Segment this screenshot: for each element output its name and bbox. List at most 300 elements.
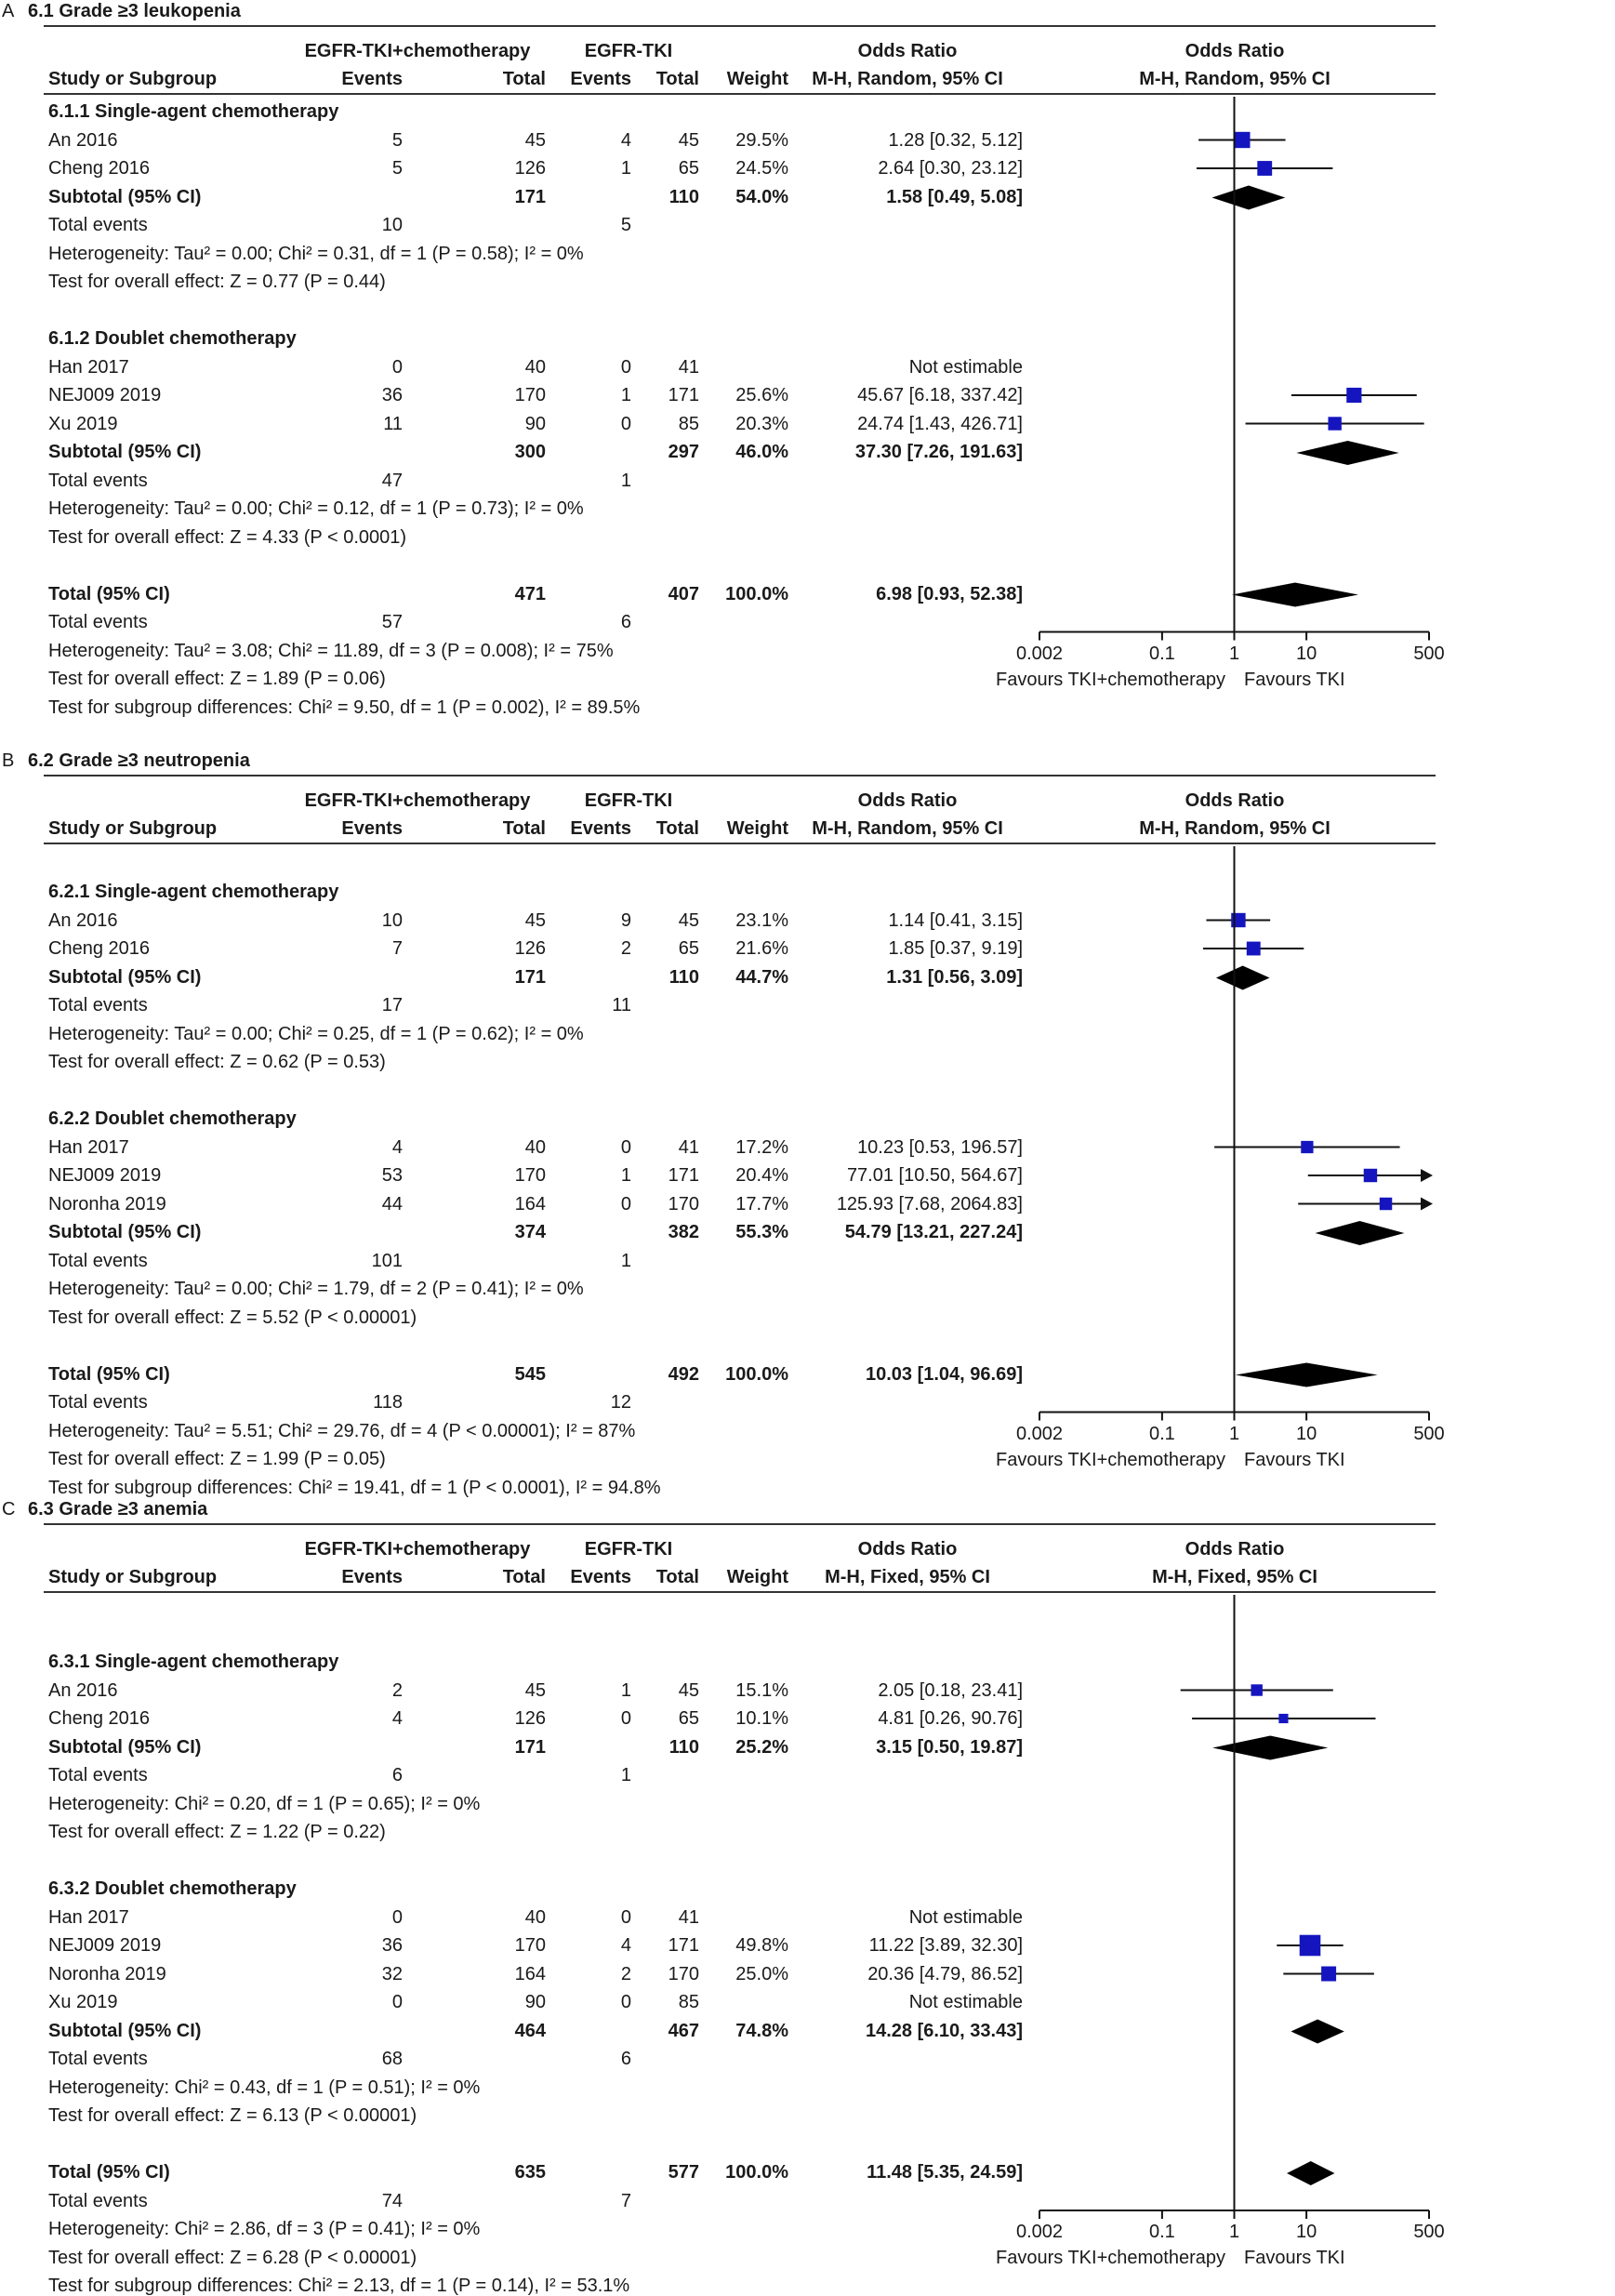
heterogeneity-stat: Heterogeneity: Tau² = 0.00; Chi² = 0.12, df = 1 (P = 0.73); I² = 0% <box>48 498 584 519</box>
ctl-events: 4 <box>620 1935 631 1956</box>
header-ctl-events: Events <box>570 69 631 89</box>
heterogeneity-stat: Heterogeneity: Chi² = 0.20, df = 1 (P = 0.65); I² = 0% <box>48 1793 481 1814</box>
header-or-title: Odds Ratio <box>857 41 958 61</box>
exp-total: 126 <box>514 1708 546 1729</box>
total-ctl-total: 407 <box>668 583 699 604</box>
exp-total: 45 <box>524 1679 546 1701</box>
heterogeneity-stat: Heterogeneity: Tau² = 0.00; Chi² = 0.31, df = 1 (P = 0.58); I² = 0% <box>48 243 584 264</box>
total-events-label: Total events <box>48 1250 148 1271</box>
study-marker <box>1278 1714 1288 1723</box>
ci-overflow-arrow <box>1421 1198 1433 1211</box>
ctl-total: 171 <box>668 1935 699 1956</box>
exp-events-sum: 118 <box>373 1392 403 1413</box>
subtotal-exp-total: 300 <box>514 442 546 462</box>
pooled-diamond <box>1316 1221 1405 1245</box>
exp-total: 170 <box>514 1165 546 1186</box>
header-plot-title: Odds Ratio <box>1185 790 1285 811</box>
x-axis-tick-label: 0.002 <box>1015 1423 1064 1444</box>
study-weight: 20.4% <box>735 1165 788 1186</box>
total-events-label: Total events <box>48 612 148 632</box>
header-plot-title: Odds Ratio <box>1185 41 1285 61</box>
x-axis-tick-label: 10 <box>1295 2222 1317 2242</box>
total-weight: 100.0% <box>725 1363 788 1385</box>
heterogeneity-stat: Heterogeneity: Tau² = 0.00; Chi² = 0.25, df = 1 (P = 0.62); I² = 0% <box>48 1023 584 1044</box>
panel-title: 6.2 Grade ≥3 neutropenia <box>28 750 250 771</box>
exp-events: 4 <box>391 1136 403 1158</box>
study-odds-ratio-ci: 2.64 [0.30, 23.12] <box>878 158 1023 179</box>
total-ctl-total: 492 <box>668 1363 699 1385</box>
exp-total: 164 <box>514 1193 546 1214</box>
study-odds-ratio-ci: 24.74 [1.43, 426.71] <box>857 413 1023 434</box>
exp-total: 126 <box>514 158 546 179</box>
overall-effect-test: Test for overall effect: Z = 0.77 (P = 0.44) <box>48 272 386 292</box>
heterogeneity-stat: Heterogeneity: Tau² = 0.00; Chi² = 1.79, df = 2 (P = 0.41); I² = 0% <box>48 1279 584 1299</box>
study-name: Noronha 2019 <box>48 1963 166 1984</box>
x-axis-tick-label: 10 <box>1295 1423 1317 1444</box>
x-axis-tick-label: 1 <box>1228 1423 1240 1444</box>
exp-total: 40 <box>524 1136 546 1158</box>
exp-events: 7 <box>391 938 403 959</box>
study-weight: 17.7% <box>735 1193 788 1214</box>
total-exp-total: 471 <box>514 583 546 604</box>
ctl-events-sum: 1 <box>620 1765 631 1785</box>
header-rule <box>44 843 1436 844</box>
ctl-events-sum: 6 <box>620 2049 631 2069</box>
total-exp-total: 635 <box>514 2162 546 2183</box>
pooled-diamond <box>1216 966 1270 990</box>
subtotal-odds-ratio-ci: 1.31 [0.56, 3.09] <box>886 966 1023 988</box>
study-name: Noronha 2019 <box>48 1193 166 1214</box>
overall-effect-test: Test for overall effect: Z = 4.33 (P < 0.0001) <box>48 526 407 548</box>
ctl-events-sum: 5 <box>620 215 631 235</box>
x-axis-tick-label: 0.1 <box>1148 1423 1175 1444</box>
ctl-total: 41 <box>678 356 699 378</box>
total-overall-effect-test: Test for overall effect: Z = 6.28 (P < 0.00001) <box>48 2247 417 2268</box>
study-name: An 2016 <box>48 909 118 931</box>
study-name: Cheng 2016 <box>48 158 150 179</box>
total-events-label: Total events <box>48 470 148 491</box>
subtotal-odds-ratio-ci: 1.58 [0.49, 5.08] <box>886 186 1023 207</box>
exp-events: 36 <box>381 385 403 405</box>
study-name: Han 2017 <box>48 1136 129 1158</box>
study-odds-ratio-ci: 1.14 [0.41, 3.15] <box>888 909 1023 931</box>
favours-left-label: Favours TKI+chemotherapy <box>996 1449 1225 1470</box>
ctl-total: 65 <box>678 1708 699 1729</box>
ctl-total: 85 <box>678 1992 699 2012</box>
exp-events-sum: 6 <box>391 1765 403 1785</box>
header-method: M-H, Fixed, 95% CI <box>825 1567 990 1587</box>
exp-events: 0 <box>391 356 403 378</box>
total-label: Total (95% CI) <box>48 583 170 604</box>
favours-right-label: Favours TKI <box>1244 1449 1345 1470</box>
overall-effect-test: Test for overall effect: Z = 1.22 (P = 0.22) <box>48 1822 386 1842</box>
exp-events-sum: 68 <box>381 2049 403 2069</box>
ctl-events: 1 <box>620 1165 631 1186</box>
panel-title: 6.1 Grade ≥3 leukopenia <box>28 1 241 21</box>
total-weight: 100.0% <box>725 583 788 604</box>
x-axis-tick-label: 0.002 <box>1015 643 1064 664</box>
study-odds-ratio-ci: 125.93 [7.68, 2064.83] <box>836 1193 1023 1214</box>
subtotal-ctl-total: 382 <box>668 1222 699 1242</box>
study-weight: 20.3% <box>735 413 788 434</box>
ctl-total: 41 <box>678 1906 699 1928</box>
overall-effect-test: Test for overall effect: Z = 0.62 (P = 0.53) <box>48 1052 386 1072</box>
favours-right-label: Favours TKI <box>1244 669 1345 690</box>
header-exp-total: Total <box>502 818 546 839</box>
subgroup-title: 6.3.2 Doublet chemotherapy <box>48 1878 297 1899</box>
subtotal-exp-total: 374 <box>514 1222 546 1242</box>
header-study: Study or Subgroup <box>48 818 218 839</box>
study-marker <box>1251 1684 1262 1695</box>
subtotal-label: Subtotal (95% CI) <box>48 966 202 988</box>
exp-events: 2 <box>391 1679 403 1701</box>
header-exp-events: Events <box>341 69 403 89</box>
study-name: Xu 2019 <box>48 413 118 434</box>
subtotal-odds-ratio-ci: 37.30 [7.26, 191.63] <box>854 442 1023 462</box>
study-odds-ratio-ci: 77.01 [10.50, 564.67] <box>846 1165 1023 1186</box>
exp-events: 5 <box>391 129 403 151</box>
header-plot-method: M-H, Random, 95% CI <box>1139 69 1330 89</box>
header-study: Study or Subgroup <box>48 69 218 89</box>
header-ctl-total: Total <box>655 818 699 839</box>
ctl-events: 1 <box>620 158 631 179</box>
ctl-total: 171 <box>668 385 699 405</box>
study-name: Cheng 2016 <box>48 1708 150 1729</box>
total-odds-ratio-ci: 6.98 [0.93, 52.38] <box>876 583 1023 604</box>
header-weight: Weight <box>726 69 788 89</box>
header-ctl-events: Events <box>570 1567 631 1587</box>
ctl-events-sum: 12 <box>610 1392 631 1413</box>
header-weight: Weight <box>726 818 788 839</box>
study-marker <box>1257 161 1272 176</box>
ctl-events: 1 <box>620 1679 631 1701</box>
study-marker <box>1364 1169 1377 1182</box>
exp-total: 90 <box>524 413 546 434</box>
header-exp-total: Total <box>502 69 546 89</box>
total-events-label: Total events <box>48 995 148 1015</box>
ctl-events: 0 <box>620 1708 631 1729</box>
header-exp-total: Total <box>502 1567 546 1587</box>
total-overall-effect-test: Test for overall effect: Z = 1.89 (P = 0.06) <box>48 669 386 689</box>
header-rule <box>44 93 1436 95</box>
ctl-events: 9 <box>620 909 631 931</box>
panel-letter: C <box>2 1499 16 1520</box>
exp-events: 10 <box>381 909 403 931</box>
study-odds-ratio-ci: 11.22 [3.89, 32.30] <box>868 1935 1023 1956</box>
ctl-total: 65 <box>678 158 699 179</box>
exp-events: 36 <box>381 1935 403 1956</box>
exp-total: 40 <box>524 356 546 378</box>
exp-events: 44 <box>381 1193 403 1214</box>
study-weight: 49.8% <box>735 1935 788 1956</box>
header-ctl-events: Events <box>570 818 631 839</box>
favours-left-label: Favours TKI+chemotherapy <box>996 669 1225 690</box>
study-odds-ratio-ci: Not estimable <box>908 1992 1023 2012</box>
study-odds-ratio-ci: 2.05 [0.18, 23.41] <box>878 1679 1023 1701</box>
study-marker <box>1346 388 1361 403</box>
x-axis-tick-label: 500 <box>1413 1423 1445 1444</box>
study-marker <box>1247 942 1261 956</box>
subtotal-ctl-total: 297 <box>668 442 699 462</box>
study-weight: 23.1% <box>735 909 788 931</box>
exp-events-sum: 17 <box>381 995 403 1015</box>
study-name: NEJ009 2019 <box>48 1165 162 1186</box>
total-weight: 100.0% <box>725 2162 788 2183</box>
ctl-events: 0 <box>620 1136 631 1158</box>
total-heterogeneity-stat: Heterogeneity: Tau² = 3.08; Chi² = 11.89, df = 3 (P = 0.008); I² = 75% <box>48 640 614 661</box>
exp-events: 0 <box>391 1906 403 1928</box>
ctl-events: 1 <box>620 385 631 405</box>
exp-events-sum: 74 <box>381 2190 403 2211</box>
ctl-total: 171 <box>668 1165 699 1186</box>
x-axis-tick-label: 1 <box>1228 2222 1240 2242</box>
study-name: Xu 2019 <box>48 1992 118 2012</box>
exp-events-sum: 57 <box>381 612 403 632</box>
total-ctl-total: 577 <box>668 2162 699 2183</box>
x-axis-tick-label: 500 <box>1413 2222 1445 2242</box>
ctl-events: 0 <box>620 356 631 378</box>
study-marker <box>1301 1141 1313 1153</box>
total-events-label: Total events <box>48 1765 148 1785</box>
ctl-total: 45 <box>678 129 699 151</box>
header-exp-events: Events <box>341 818 403 839</box>
subgroup-title: 6.1.2 Doublet chemotherapy <box>48 328 297 349</box>
exp-events-sum: 47 <box>381 470 403 491</box>
study-name: NEJ009 2019 <box>48 1935 162 1956</box>
subtotal-odds-ratio-ci: 3.15 [0.50, 19.87] <box>876 1736 1023 1758</box>
header-study: Study or Subgroup <box>48 1567 218 1587</box>
study-weight: 25.6% <box>735 385 788 405</box>
exp-events: 4 <box>391 1708 403 1729</box>
heterogeneity-stat: Heterogeneity: Chi² = 0.43, df = 1 (P = 0.51); I² = 0% <box>48 2077 481 2098</box>
study-marker <box>1380 1198 1392 1210</box>
study-odds-ratio-ci: 4.81 [0.26, 90.76] <box>878 1708 1023 1729</box>
subgroup-difference-test: Test for subgroup differences: Chi² = 2.13, df = 1 (P = 0.14), I² = 53.1% <box>48 2276 630 2296</box>
ctl-total: 45 <box>678 1679 699 1701</box>
header-plot-method: M-H, Fixed, 95% CI <box>1152 1567 1317 1587</box>
study-odds-ratio-ci: 10.23 [0.53, 196.57] <box>857 1136 1023 1158</box>
subtotal-weight: 55.3% <box>735 1222 788 1242</box>
study-name: Han 2017 <box>48 1906 129 1928</box>
study-weight: 24.5% <box>735 158 788 179</box>
total-events-label: Total events <box>48 2049 148 2069</box>
study-marker <box>1300 1935 1321 1957</box>
exp-total: 170 <box>514 1935 546 1956</box>
ctl-events: 0 <box>620 1193 631 1214</box>
header-method: M-H, Random, 95% CI <box>812 69 1003 89</box>
subtotal-weight: 54.0% <box>735 186 788 207</box>
ctl-events: 2 <box>620 938 631 959</box>
panel-letter: B <box>2 750 15 771</box>
header-ctl-total: Total <box>655 69 699 89</box>
exp-events: 11 <box>383 413 403 434</box>
subtotal-exp-total: 171 <box>514 1736 546 1758</box>
ctl-total: 170 <box>668 1193 699 1214</box>
subgroup-title: 6.2.1 Single-agent chemotherapy <box>48 882 339 902</box>
subtotal-ctl-total: 110 <box>669 186 699 207</box>
study-weight: 29.5% <box>735 129 788 151</box>
header-group-exp: EGFR-TKI+chemotherapy <box>304 790 531 811</box>
study-weight: 21.6% <box>735 938 788 959</box>
exp-events-sum: 10 <box>381 215 403 235</box>
header-ctl-total: Total <box>655 1567 699 1587</box>
study-weight: 17.2% <box>735 1136 788 1158</box>
ctl-total: 170 <box>668 1963 699 1984</box>
ctl-events: 0 <box>620 413 631 434</box>
study-name: Han 2017 <box>48 356 129 378</box>
panel-top-rule <box>44 1523 1436 1525</box>
subtotal-label: Subtotal (95% CI) <box>48 186 202 207</box>
header-group-ctl: EGFR-TKI <box>584 1539 673 1559</box>
exp-total: 126 <box>514 938 546 959</box>
total-label: Total (95% CI) <box>48 1363 170 1385</box>
favours-right-label: Favours TKI <box>1244 2248 1345 2268</box>
header-group-exp: EGFR-TKI+chemotherapy <box>304 1539 531 1559</box>
header-or-title: Odds Ratio <box>857 1539 958 1559</box>
ctl-events-sum: 1 <box>620 1250 631 1271</box>
x-axis-tick-label: 500 <box>1413 643 1445 664</box>
panel-title: 6.3 Grade ≥3 anemia <box>28 1499 208 1520</box>
subtotal-ctl-total: 110 <box>669 966 699 988</box>
exp-events: 0 <box>391 1992 403 2012</box>
total-odds-ratio-ci: 11.48 [5.35, 24.59] <box>867 2162 1023 2183</box>
study-weight: 10.1% <box>735 1708 788 1729</box>
exp-total: 90 <box>524 1992 546 2012</box>
study-odds-ratio-ci: 1.85 [0.37, 9.19] <box>888 938 1023 959</box>
header-or-title: Odds Ratio <box>857 790 958 811</box>
pooled-diamond <box>1232 583 1358 607</box>
study-marker <box>1328 417 1341 430</box>
exp-events-sum: 101 <box>371 1250 403 1271</box>
subtotal-label: Subtotal (95% CI) <box>48 1222 202 1242</box>
ci-overflow-arrow <box>1421 1169 1433 1182</box>
subtotal-weight: 44.7% <box>735 966 788 988</box>
exp-total: 45 <box>524 129 546 151</box>
pooled-diamond <box>1212 1736 1328 1760</box>
ctl-events-sum: 7 <box>620 2190 631 2211</box>
study-odds-ratio-ci: 45.67 [6.18, 337.42] <box>857 385 1023 405</box>
study-weight: 15.1% <box>735 1679 788 1701</box>
ctl-events-sum: 11 <box>612 995 631 1015</box>
x-axis-tick-label: 1 <box>1228 643 1240 664</box>
header-weight: Weight <box>726 1567 788 1587</box>
subtotal-exp-total: 171 <box>514 186 546 207</box>
exp-total: 40 <box>524 1906 546 1928</box>
header-rule <box>44 1591 1436 1593</box>
study-weight: 25.0% <box>735 1963 788 1984</box>
exp-total: 164 <box>514 1963 546 1984</box>
x-axis-tick-label: 10 <box>1295 643 1317 664</box>
subtotal-ctl-total: 110 <box>669 1736 699 1758</box>
ctl-events: 0 <box>620 1992 631 2012</box>
subtotal-exp-total: 464 <box>514 2020 546 2041</box>
subtotal-odds-ratio-ci: 54.79 [13.21, 227.24] <box>844 1222 1023 1242</box>
pooled-diamond <box>1236 1363 1378 1387</box>
exp-events: 5 <box>391 158 403 179</box>
study-marker <box>1321 1967 1336 1982</box>
ctl-total: 41 <box>678 1136 699 1158</box>
subgroup-title: 6.2.2 Doublet chemotherapy <box>48 1108 297 1129</box>
total-odds-ratio-ci: 10.03 [1.04, 96.69] <box>865 1363 1023 1385</box>
ctl-events-sum: 6 <box>620 612 631 632</box>
study-marker <box>1234 132 1250 148</box>
total-events-label: Total events <box>48 1392 148 1413</box>
header-plot-title: Odds Ratio <box>1185 1539 1285 1559</box>
study-name: NEJ009 2019 <box>48 385 162 405</box>
subtotal-weight: 74.8% <box>735 2020 788 2041</box>
subtotal-weight: 46.0% <box>735 442 788 462</box>
header-group-exp: EGFR-TKI+chemotherapy <box>304 41 531 61</box>
total-events-label: Total events <box>48 215 148 235</box>
exp-total: 45 <box>524 909 546 931</box>
overall-effect-test: Test for overall effect: Z = 6.13 (P < 0.00001) <box>48 2105 417 2126</box>
header-plot-method: M-H, Random, 95% CI <box>1139 818 1330 839</box>
study-odds-ratio-ci: Not estimable <box>908 1906 1023 1928</box>
x-axis-tick-label: 0.002 <box>1015 2222 1064 2242</box>
study-name: An 2016 <box>48 129 118 151</box>
total-label: Total (95% CI) <box>48 2162 170 2183</box>
pooled-diamond <box>1291 2020 1344 2044</box>
subtotal-exp-total: 171 <box>514 966 546 988</box>
header-group-ctl: EGFR-TKI <box>584 790 673 811</box>
pooled-diamond <box>1287 2161 1334 2185</box>
header-method: M-H, Random, 95% CI <box>812 818 1003 839</box>
exp-events: 53 <box>381 1165 403 1186</box>
ctl-events: 4 <box>620 129 631 151</box>
ctl-events: 2 <box>620 1963 631 1984</box>
subtotal-label: Subtotal (95% CI) <box>48 442 202 462</box>
study-name: Cheng 2016 <box>48 938 150 959</box>
favours-left-label: Favours TKI+chemotherapy <box>996 2248 1225 2268</box>
ctl-total: 45 <box>678 909 699 931</box>
header-exp-events: Events <box>341 1567 403 1587</box>
overall-effect-test: Test for overall effect: Z = 5.52 (P < 0.00001) <box>48 1307 417 1328</box>
total-events-label: Total events <box>48 2190 148 2211</box>
study-name: An 2016 <box>48 1679 118 1701</box>
ctl-total: 65 <box>678 938 699 959</box>
panel-top-rule <box>44 25 1436 27</box>
study-odds-ratio-ci: Not estimable <box>908 356 1023 378</box>
ctl-events-sum: 1 <box>620 470 631 491</box>
total-heterogeneity-stat: Heterogeneity: Chi² = 2.86, df = 3 (P = 0.41); I² = 0% <box>48 2219 481 2239</box>
study-odds-ratio-ci: 1.28 [0.32, 5.12] <box>888 129 1023 151</box>
pooled-diamond <box>1296 441 1398 465</box>
study-odds-ratio-ci: 20.36 [4.79, 86.52] <box>867 1963 1023 1984</box>
subtotal-ctl-total: 467 <box>668 2020 699 2041</box>
exp-events: 32 <box>381 1963 403 1984</box>
exp-total: 170 <box>514 385 546 405</box>
total-exp-total: 545 <box>514 1363 546 1385</box>
ctl-events: 0 <box>620 1906 631 1928</box>
subtotal-label: Subtotal (95% CI) <box>48 2020 202 2041</box>
subgroup-difference-test: Test for subgroup differences: Chi² = 19.41, df = 1 (P < 0.0001), I² = 94.8% <box>48 1477 661 1498</box>
subgroup-title: 6.1.1 Single-agent chemotherapy <box>48 101 339 122</box>
total-overall-effect-test: Test for overall effect: Z = 1.99 (P = 0.05) <box>48 1449 386 1469</box>
subtotal-odds-ratio-ci: 14.28 [6.10, 33.43] <box>865 2020 1023 2041</box>
ctl-total: 85 <box>678 413 699 434</box>
header-group-ctl: EGFR-TKI <box>584 41 673 61</box>
pooled-diamond <box>1211 186 1285 210</box>
x-axis-tick-label: 0.1 <box>1148 643 1175 664</box>
subtotal-weight: 25.2% <box>735 1736 788 1758</box>
total-heterogeneity-stat: Heterogeneity: Tau² = 5.51; Chi² = 29.76, df = 4 (P < 0.00001); I² = 87% <box>48 1420 636 1441</box>
subgroup-difference-test: Test for subgroup differences: Chi² = 9.50, df = 1 (P = 0.002), I² = 89.5% <box>48 697 641 718</box>
panel-letter: A <box>2 1 15 21</box>
x-axis-tick-label: 0.1 <box>1148 2222 1175 2242</box>
subtotal-label: Subtotal (95% CI) <box>48 1736 202 1758</box>
panel-top-rule <box>44 775 1436 776</box>
subgroup-title: 6.3.1 Single-agent chemotherapy <box>48 1652 339 1672</box>
